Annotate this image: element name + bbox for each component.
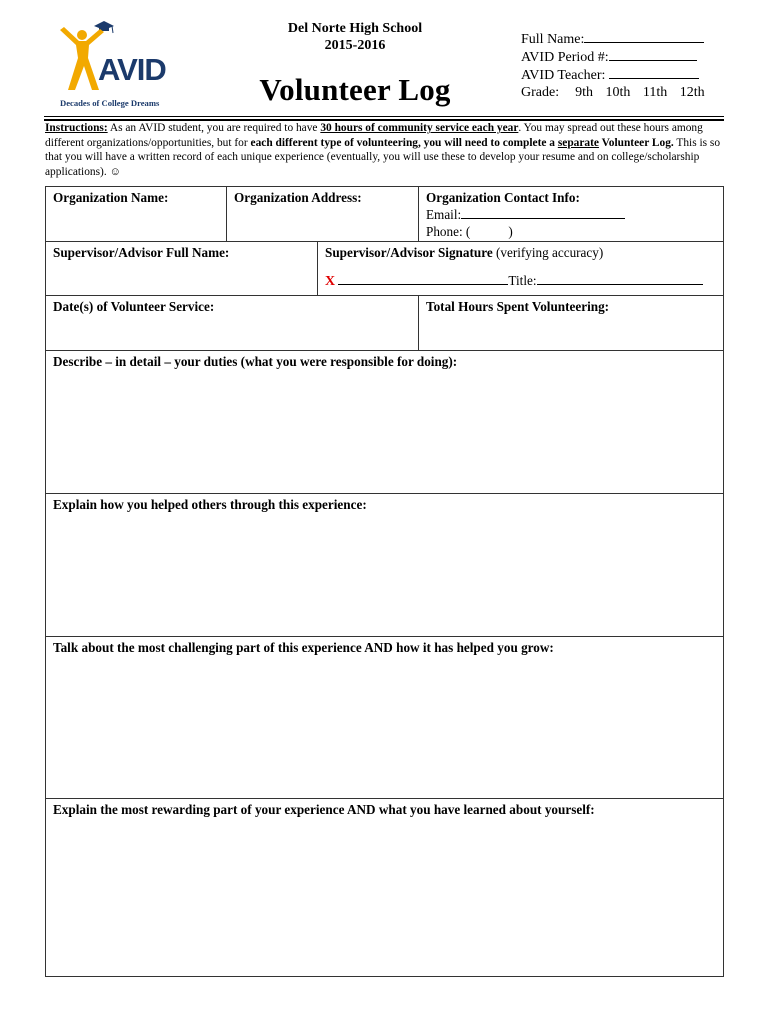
org-address-cell[interactable] <box>226 186 418 241</box>
full-name-blank[interactable] <box>584 30 704 43</box>
header-divider <box>44 116 724 117</box>
grade-field[interactable] <box>521 84 714 102</box>
phone-label: Phone: ( <box>426 224 471 239</box>
avid-teacher-field[interactable] <box>521 66 699 85</box>
rewarding-part-label: Explain the most rewarding part of your experience AND what you have learned about yourself: <box>53 802 595 817</box>
supervisor-title-label: Title: <box>508 273 537 288</box>
instructions <box>45 121 725 179</box>
org-name-cell[interactable] <box>45 186 226 241</box>
separate-note: separate <box>557 136 599 149</box>
page-title: Volunteer Log <box>259 72 451 107</box>
volunteer-log-note: Volunteer Log. <box>598 136 674 149</box>
graduation-cap-icon <box>94 21 114 33</box>
instructions-label: Instructions: <box>45 122 108 134</box>
logo-tagline: Decades of College Dreams <box>60 98 160 108</box>
org-contact-cell <box>418 186 724 241</box>
school-year: 2015-2016 <box>324 38 386 53</box>
describe-duties-label: Describe – in detail – your duties (what you were responsible for doing): <box>53 354 458 369</box>
avid-period-label: AVID Period #: <box>521 50 609 65</box>
phone-field[interactable] <box>419 223 723 240</box>
supervisor-name-cell[interactable] <box>45 241 317 295</box>
supervisor-signature-label: Supervisor/Advisor Signature <box>325 245 493 260</box>
total-hours-cell[interactable] <box>418 295 724 350</box>
helped-others-label: Explain how you helped others through this experience: <box>53 497 367 512</box>
avid-teacher-blank[interactable] <box>609 66 699 79</box>
grade-option-10th[interactable]: 10th <box>605 85 631 100</box>
instructions-text-3: This is so that you will have a written record of each unique experience (eventually, you will use these to develop your resume and on college/scholarship applications). ☺ <box>45 136 721 178</box>
signature-blank[interactable] <box>338 272 508 285</box>
grade-label: Grade: <box>521 85 560 100</box>
phone-close: ) <box>508 224 513 239</box>
full-name-label: Full Name: <box>521 32 585 47</box>
grade-option-9th[interactable]: 9th <box>575 85 593 100</box>
describe-duties-cell[interactable] <box>45 350 724 493</box>
email-field[interactable] <box>419 206 723 223</box>
signature-x-mark: X <box>325 274 336 289</box>
avid-logo <box>52 20 188 110</box>
signature-line[interactable] <box>318 272 723 290</box>
supervisor-name-label: Supervisor/Advisor Full Name: <box>53 245 230 260</box>
rewarding-part-cell[interactable] <box>45 798 724 977</box>
org-contact-label: Organization Contact Info: <box>426 190 580 205</box>
challenging-part-cell[interactable] <box>45 636 724 798</box>
grade-option-12th[interactable]: 12th <box>679 85 705 100</box>
supervisor-signature-cell <box>317 241 724 295</box>
avid-period-field[interactable] <box>521 48 697 67</box>
avid-period-blank[interactable] <box>609 48 697 61</box>
org-name-label: Organization Name: <box>53 190 169 205</box>
verifying-accuracy-note: (verifying accuracy) <box>492 245 604 260</box>
school-name: Del Norte High School <box>287 21 423 36</box>
challenging-part-label: Talk about the most challenging part of this experience AND how it has helped you grow: <box>53 640 554 655</box>
each-type-note: each different type of volunteering, you will need to complete a <box>250 136 555 149</box>
avid-teacher-label: AVID Teacher: <box>521 68 606 83</box>
supervisor-title-blank[interactable] <box>537 272 703 285</box>
dates-cell[interactable] <box>45 295 418 350</box>
logo-text: AVID <box>98 52 166 87</box>
org-address-label: Organization Address: <box>234 190 362 205</box>
required-hours: 30 hours of community service each year <box>320 122 519 134</box>
instructions-text-2: . You may spread out these hours among different organizations/opportunities, but for <box>45 122 703 149</box>
grade-option-11th[interactable]: 11th <box>642 85 668 100</box>
helped-others-cell[interactable] <box>45 493 724 636</box>
full-name-field[interactable] <box>521 30 704 49</box>
email-label: Email: <box>426 207 462 222</box>
total-hours-label: Total Hours Spent Volunteering: <box>426 299 610 314</box>
email-blank[interactable] <box>461 206 625 219</box>
dates-label: Date(s) of Volunteer Service: <box>53 299 215 314</box>
instructions-text-1: As an AVID student, you are required to have <box>107 122 321 134</box>
